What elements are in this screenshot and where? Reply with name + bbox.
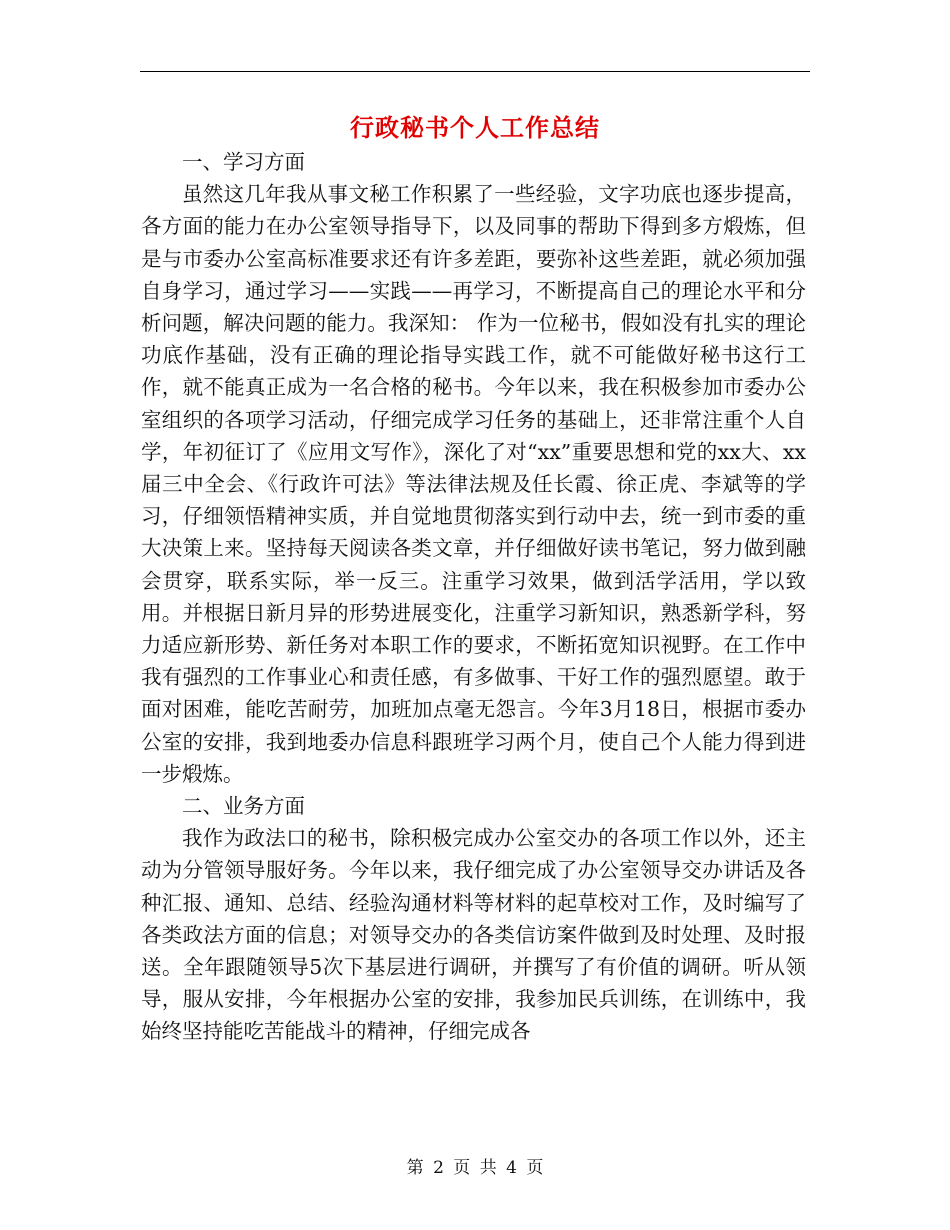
paragraph-study: 虽然这几年我从事文秘工作积累了一些经验，文字功底也逐步提高，各方面的能力在办公室领导指导下，以及同事的帮助下得到多方煅炼，但是与市委办公室高标准要求还有许多差距，要弥补这些差距，就必须加强自身学习，通过学习——实践——再学习，不断提高自己的理论水平和分析问题，解决问题的能力。我深知： 作为一位秘书，假如没有扎实的理论功底作基础，没有正确的理论指导实践工作，就不可能做好秘书这行工作，就不能真正成为一名合格的秘书。今年以来，我在积极参加市委办公室组织的各项学习活动，仔细完成学习任务的基础上，还非常注重个人自学，年初征订了《应用文写作》，深化了对“xx”重要思想和党的xx大、xx届三中全会、《行政许可法》等法律法规及任长霞、徐正虎、李斌等的学习，仔细领悟精神实质，并自觉地贯彻落实到行动中去，统一到市委的重大决策上来。坚持每天阅读各类文章，并仔细做好读书笔记，努力做到融会贯穿，联系实际，举一反三。注重学习效果，做到活学活用，学以致用。并根据日新月异的形势进展变化，注重学习新知识，熟悉新学科，努力适应新形势、新任务对本职工作的要求，不断拓宽知识视野。在工作中我有强烈的工作事业心和责任感，有多做事、干好工作的强烈愿望。敢于面对困难，能吃苦耐劳，加班加点毫无怨言。今年3月18日，根据市委办公室的安排，我到地委办信息科跟班学习两个月，使自己个人能力得到进一步煅炼。 xyxy=(141,182,806,786)
section-heading-business: 二、业务方面 xyxy=(182,794,305,819)
header-rule xyxy=(140,71,810,72)
page-number: 第 2 页 共 4 页 xyxy=(406,1158,544,1178)
section-heading-study: 一、学习方面 xyxy=(182,150,305,174)
paragraph-business: 我作为政法口的秘书，除积极完成办公室交办的各项工作以外，还主动为分管领导服好务。今年以来，我仔细完成了办公室领导交办讲话及各种汇报、通知、总结、经验沟通材料等材料的起草校对工作，及时编写了各类政法方面的信息；对领导交办的各类信访案件做到及时处理、及时报送。全年跟随领导5次下基层进行调研，并撰写了有价值的调研。听从领导，服从安排，今年根据办公室的安排，我参加民兵训练，在训练中，我始终坚持能吃苦能战斗的精神，仔细完成各 xyxy=(141,826,806,1044)
document-body xyxy=(141,146,806,1048)
document-title: 行政秘书个人工作总结 xyxy=(350,113,600,142)
